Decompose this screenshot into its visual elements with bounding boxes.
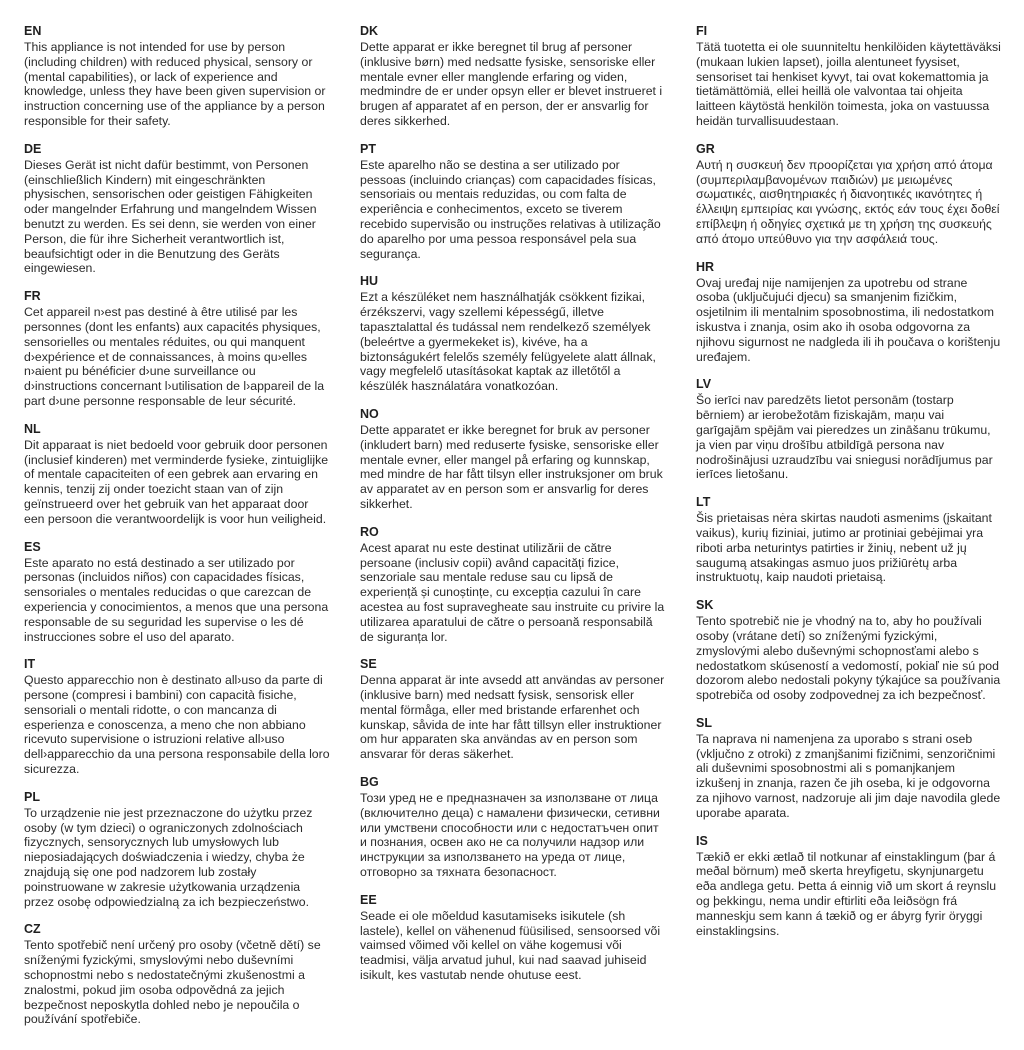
language-text-ro: Acest aparat nu este destinat utilizării de către persoane (inclusiv copii) având capacități fizice, senzoriale sau mentale reduse sau cu lipsă de experiență și cunoștințe, cu excepția cazului în care acestea au fost supravegheate sau instruite cu privire la utilizarea aparatului de către o persoană responsabilă de siguranța lor. <box>360 540 665 644</box>
language-text-it: Questo apparecchio non è destinato all›uso da parte di persone (compresi i bambini) con capacità fisiche, sensoriali o mentali ridotte, o con mancanza di esperienza e conoscenza, a meno che non abbiano ricevuto supervisione o istruzioni relative all›uso dell›apparecchio da una persona responsabile della loro sicurezza. <box>24 673 330 777</box>
language-code-fi: FI <box>696 24 708 38</box>
language-block-nl <box>24 422 330 527</box>
language-code-is: IS <box>696 833 708 848</box>
language-text-sk: Tento spotrebič nie je vhodný na to, aby ho používali osoby (vrátane detí) so zníženými fyzickými, zmyslovými alebo duševnými schopnosťami alebo s nedostatkom skúseností a vedomostí, pokiaľ nie sú pod dozorom alebo nedostali pokyny týkajúce sa používania spotrebiča od osoby zodpovednej za ich bezpečnosť. <box>696 614 1001 703</box>
language-block-gr <box>696 142 1002 247</box>
language-code-sk: SK <box>696 598 714 613</box>
language-code-dk: DK <box>360 24 379 38</box>
language-text-hu: Ezt a készüléket nem használhatják csökkent fizikai, érzékszervi, vagy szellemi képességű, illetve tapasztalattal és tudással nem rendelkező személyek (beleértve a gyermekeket is), kivéve, ha a biztonságukért felelős személy felügyelete alatt állnak, vagy megfelelő utasításokat kaptak az illetőtől a készülék használatára vonatkozóan. <box>360 290 656 394</box>
language-code-nl: NL <box>24 421 41 436</box>
language-block-fi <box>696 24 1002 129</box>
language-code-it: IT <box>24 657 36 672</box>
language-block-sk <box>696 598 1002 703</box>
language-block-ee <box>360 893 666 983</box>
language-code-ro: RO <box>360 524 379 539</box>
language-text-de: Dieses Gerät ist nicht dafür bestimmt, von Personen (einschließlich Kindern) mit eingeschränkten physischen, sensorischen oder geistigen Fähigkeiten oder mangelnder Erfahrung und mangelndem Wissen benutzt zu werden. Es sei denn, sie werden von einer Person, die für ihre Sicherheit verantwortlich ist, beaufsichtigt oder in die Benutzung des Geräts eingewiesen. <box>24 157 317 276</box>
language-block-ro <box>360 525 666 645</box>
language-code-en: EN <box>24 24 42 38</box>
language-block-sl <box>696 716 1002 821</box>
language-text-fr: Cet appareil n›est pas destiné à être utilisé par les personnes (dont les enfants) aux capacités physiques, sensorielles ou mentales réduites, ou qui manquent d›expérience et de connaissances, à moins qu›elles n›aient pu bénéficier d›une surveillance ou d›instructions concernant l›utilisation de l›appareil de la part d›une personne responsable de leur sécurité. <box>24 305 325 408</box>
language-text-gr: Αυτή η συσκευή δεν προορίζεται για χρήση από άτομα (συμπεριλαμβανομένων παιδιών) με μειωμένες σωματικές, αισθητηριακές ή διανοητικές ικανότητες ή έλλειψη εμπειρίας και γνώσης, εκτός εάν τους έχει δοθεί επίβλεψη ή οδηγίες σχετικά με τη χρήση της συσκευής από άτομο υπεύθυνο για την ασφάλειά τους. <box>696 157 1000 246</box>
language-block-is <box>696 834 1002 939</box>
language-code-se: SE <box>360 657 377 672</box>
language-text-cz: Tento spotřebič není určený pro osoby (včetně dětí) se sníženými fyzickými, smyslovými nebo duševními schopnostmi nebo s nedostatečnými zkušenostmi a znalostmi, pokud jim osoba odpovědná za jejich bezpečnost neposkytla dohled nebo je nepoučila o používání spotřebiče. <box>24 938 321 1027</box>
language-block-hr <box>696 260 1002 365</box>
language-block-de <box>24 142 330 276</box>
language-text-fi: Tätä tuotetta ei ole suunniteltu henkilöiden käytettäväksi (mukaan lukien lapset), joilla alentuneet fyysiset, sensoriset tai henkiset kyvyt, tai ovat kokemattomia ja tietämättömiä, ellei heillä ole valvontaa tai ohjeita laitteen käytöstä henkilön toimesta, joka on vastuussa heidän turvallisuudestaan. <box>696 40 1001 128</box>
language-code-es: ES <box>24 539 41 554</box>
column-2 <box>360 24 666 1040</box>
language-block-fr <box>24 289 330 409</box>
language-code-gr: GR <box>696 141 715 156</box>
language-code-hu: HU <box>360 274 379 289</box>
language-code-fr: FR <box>24 289 41 304</box>
language-block-pl <box>24 790 330 910</box>
language-code-lt: LT <box>696 495 711 510</box>
language-block-en <box>24 24 330 129</box>
language-code-sl: SL <box>696 715 712 730</box>
language-code-lv: LV <box>696 377 712 392</box>
language-text-en: This appliance is not intended for use by person (including children) with reduced physical, sensory or (mental capabilities), or lack of experience and knowledge, unless they have been given supervision or instruction concerning use of the appliance by a person responsible for their safety. <box>24 40 326 128</box>
language-code-hr: HR <box>696 259 715 274</box>
language-code-pt: PT <box>360 141 376 156</box>
language-text-bg: Този уред не е предназначен за използване от лица (включително деца) с намалени физически, сетивни или умствени способности или с недостатъчен опит и познания, освен ако не са получили надзор или инструкции за използването на уреда от лице, отговорно за тяхната безопасност. <box>360 791 660 880</box>
language-text-pl: To urządzenie nie jest przeznaczone do użytku przez osoby (w tym dzieci) o ograniczonych zdolnościach fizycznych, sensorycznych lub umysłowych lub nieposiadających doświadczenia i wiedzy, chyba że znajdują się one pod nadzorem lub zostały poinstruowane w zakresie użytkowania urządzenia przez osobę odpowiedzialną za ich bezpieczeństwo. <box>24 805 313 909</box>
column-1 <box>24 24 330 1040</box>
language-block-cz <box>24 922 330 1027</box>
language-text-lv: Šo ierīci nav paredzēts lietot personām (tostarp bērniem) ar ierobežotām fiziskajām, maņu vai garīgajām spējām vai pieredzes un zināšanu trūkumu, ja vien par viņu drošību atbildīgā persona nav nodrošinājusi uzraudzību vai sniegusi norādījumus par ierīces lietošanu. <box>696 393 993 482</box>
language-block-dk <box>360 24 666 129</box>
language-text-nl: Dit apparaat is niet bedoeld voor gebruik door personen (inclusief kinderen) met verminderde fysieke, zintuiglijke of mentale capaciteiten of een gebrek aan ervaring en kennis, tenzij zij onder toezicht staan van of zijn geïnstrueerd over het gebruik van het apparaat door een persoon die verantwoordelijk is voor hun veiligheid. <box>24 437 329 526</box>
language-text-hr: Ovaj uređaj nije namijenjen za upotrebu od strane osoba (uključujući djecu) sa smanjenim fizičkim, osjetilnim ili mentalnim sposobnostima, ili nedostatkom iskustva i znanja, osim ako ih osoba odgovorna za njihovu sigurnost ne nadgleda ili ih poučava o korištenju uređajem. <box>696 275 1001 364</box>
language-text-se: Denna apparat är inte avsedd att användas av personer (inklusive barn) med nedsatt fysisk, sensorisk eller mental förmåga, eller med bristande erfarenhet och kunskap, såvida de inte har fått tillsyn eller instruktioner om hur apparaten ska användas av en person som ansvarar för deras säkerhet. <box>360 673 665 762</box>
language-text-pt: Este aparelho não se destina a ser utilizado por pessoas (incluindo crianças) com capacidades físicas, sensoriais ou mentais reduzidas, ou com falta de experiência e conhecimentos, exceto se tiverem recebido supervisão ou instruções relativas à utilização do aparelho por uma pessoa responsável pela sua segurança. <box>360 157 661 261</box>
language-block-lt <box>696 495 1002 585</box>
language-code-pl: PL <box>24 789 40 804</box>
language-block-bg <box>360 775 666 880</box>
language-block-no <box>360 407 666 512</box>
language-text-ee: Seade ei ole mõeldud kasutamiseks isikutele (sh lastele), kellel on vähenenud füüsilised, sensoorsed või vaimsed võimed või kellel on vähe kogemusi või teadmisi, välja arvatud juhul, kui nad saavad juhiseid isikult, kes vastutab nende ohutuse eest. <box>360 908 661 983</box>
language-code-cz: CZ <box>24 922 41 937</box>
language-text-lt: Šis prietaisas nėra skirtas naudoti asmenims (įskaitant vaikus), kurių fiziniai, jutimo ar protiniai gebėjimai yra riboti arba neturintys patirties ir žinių, nebent už jų saugumą atsakingas asmuo juos prižiūrėtų arba instruktuotų, kaip naudoti prietaisą. <box>696 511 992 585</box>
language-block-es <box>24 540 330 645</box>
language-code-no: NO <box>360 406 379 421</box>
language-text-dk: Dette apparat er ikke beregnet til brug af personer (inklusive børn) med nedsatte fysiske, sensoriske eller mentale evner eller manglende erfaring og viden, medmindre de er under opsyn eller er blevet instrueret i brugen af apparatet af en person, der er ansvarlig for deres sikkerhed. <box>360 40 663 128</box>
language-text-es: Este aparato no está destinado a ser utilizado por personas (incluidos niños) con capacidades físicas, sensoriales o mentales reducidas o que carezcan de experiencia y conocimientos, a menos que una persona responsable de su seguridad les supervise o les dé instrucciones sobre el uso del aparato. <box>24 555 329 644</box>
language-code-ee: EE <box>360 892 377 907</box>
language-block-it <box>24 657 330 777</box>
language-text-no: Dette apparatet er ikke beregnet for bruk av personer (inkludert barn) med reduserte fysiske, sensoriske eller mentale evner, eller mangel på erfaring og kunnskap, med mindre de har fått tilsyn eller instruksjoner om bruk av apparatet av en person som er ansvarlig for deres sikkerhet. <box>360 422 663 511</box>
column-3 <box>696 24 1002 1040</box>
language-code-de: DE <box>24 141 42 156</box>
language-block-hu <box>360 274 666 394</box>
language-text-is: Tækið er ekki ætlað til notkunar af einstaklingum (þar á meðal börnum) með skerta hreyfigetu, skynjunargetu eða andlega getu. Þetta á einnig við um skort á reynslu og þekkingu, nema undir eftirliti eða leiðsögn frá manneskju sem kann á tækið og er ábyrg fyrir öryggi einstaklingsins. <box>696 849 997 938</box>
language-block-lv <box>696 377 1002 482</box>
language-code-bg: BG <box>360 775 379 790</box>
language-block-se <box>360 657 666 762</box>
language-block-pt <box>360 142 666 262</box>
language-text-sl: Ta naprava ni namenjena za uporabo s strani oseb (vključno z otroki) z zmanjšanimi fizičnimi, senzoričnimi ali duševnimi sposobnostmi ali s pomanjkanjem izkušenj in znanja, razen če jih oseba, ki je odgovorna za njihovo varnost, nadzoruje ali jim daje navodila glede uporabe aparata. <box>696 731 1001 820</box>
